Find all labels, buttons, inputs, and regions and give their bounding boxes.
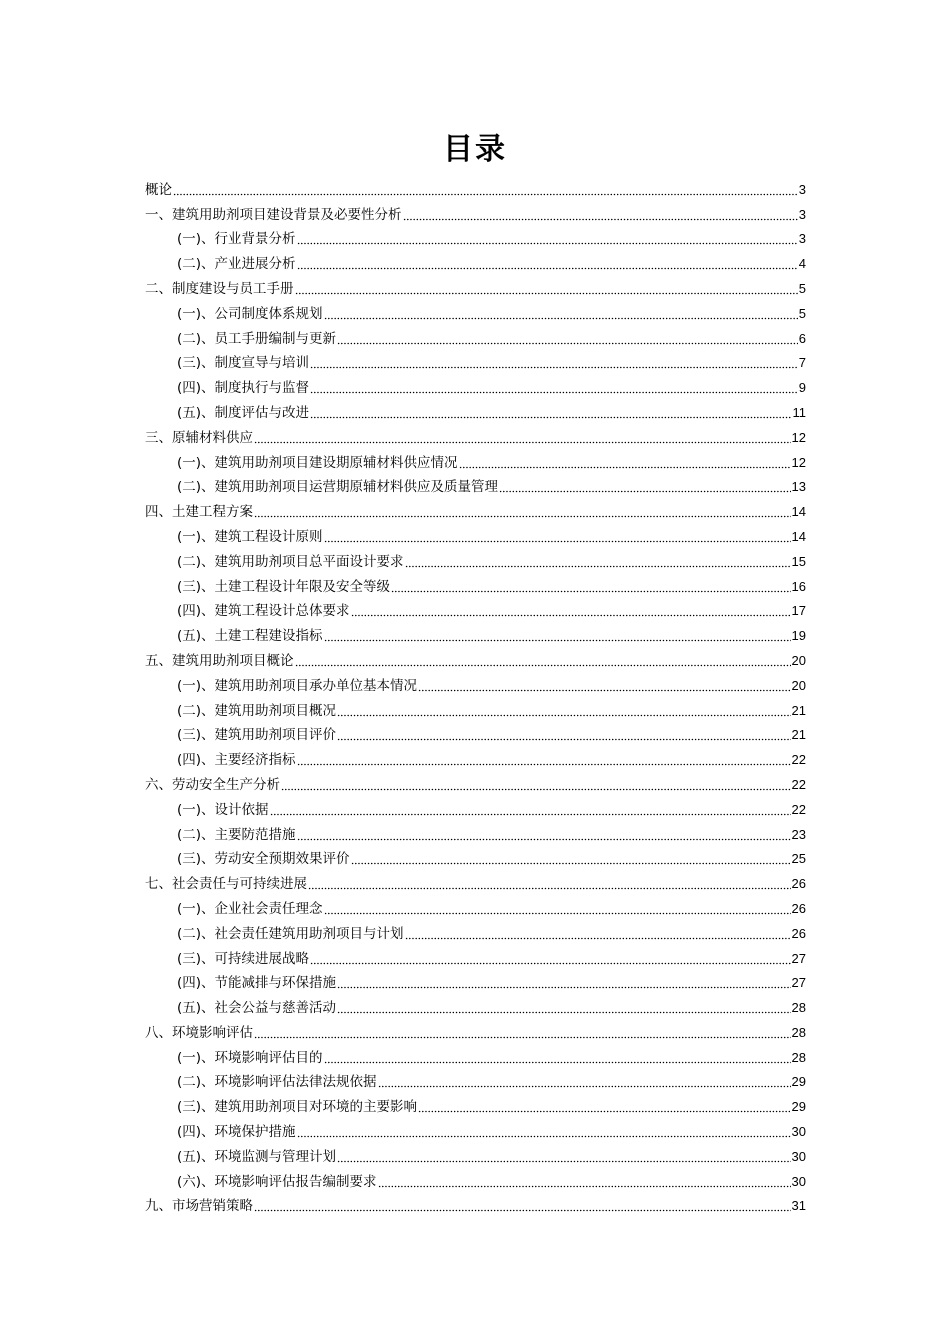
toc-entry[interactable]	[145, 1042, 806, 1067]
toc-entry-label: (二)、员工手册编制与更新	[177, 330, 337, 347]
toc-entry-page-number: 22	[791, 776, 806, 792]
toc-entry-label: (二)、产业进展分析	[177, 256, 296, 273]
toc-entry[interactable]	[145, 893, 806, 918]
toc-entry-page-number: 23	[791, 826, 806, 842]
toc-entry-label: (四)、环境保护措施	[177, 1124, 296, 1141]
toc-entry-page-number: 3	[798, 181, 806, 197]
toc-dot-leader	[337, 703, 790, 717]
toc-dot-leader	[418, 678, 790, 692]
toc-entry-page-number: 13	[791, 479, 806, 495]
toc-dot-leader	[310, 405, 791, 419]
toc-entry[interactable]	[145, 769, 806, 794]
toc-dot-leader	[173, 182, 798, 196]
toc-entry[interactable]	[145, 323, 806, 348]
toc-entry[interactable]	[145, 943, 806, 968]
toc-entry[interactable]	[145, 1191, 806, 1216]
toc-dot-leader	[270, 802, 791, 816]
toc-entry-page-number: 21	[791, 727, 806, 743]
toc-dot-leader	[337, 727, 790, 741]
toc-entry-page-number: 12	[791, 429, 806, 445]
toc-entry-label: (一)、建筑用助剂项目承办单位基本情况	[177, 677, 418, 694]
toc-entry-page-number: 15	[791, 553, 806, 569]
table-of-contents	[145, 174, 806, 1215]
toc-entry-page-number: 14	[791, 504, 806, 520]
toc-dot-leader	[297, 1124, 791, 1138]
toc-entry-page-number: 26	[791, 876, 806, 892]
page-title: 目录	[443, 132, 507, 167]
toc-entry-label: (二)、建筑用助剂项目概况	[177, 702, 337, 719]
toc-entry-page-number: 29	[791, 1099, 806, 1115]
toc-dot-leader	[297, 231, 798, 245]
toc-entry-label: (五)、环境监测与管理计划	[177, 1148, 337, 1165]
toc-dot-leader	[310, 951, 790, 965]
toc-entry-page-number: 27	[791, 975, 806, 991]
toc-entry[interactable]	[145, 1091, 806, 1116]
toc-entry-label: (六)、环境影响评估报告编制要求	[177, 1173, 377, 1190]
toc-entry[interactable]	[145, 447, 806, 472]
toc-entry-label: 五、建筑用助剂项目概论	[145, 652, 294, 669]
toc-dot-leader	[391, 579, 790, 593]
toc-entry-label: (二)、建筑用助剂项目运营期原辅材料供应及质量管理	[177, 479, 499, 496]
toc-dot-leader	[254, 1198, 791, 1212]
toc-entry-label: 一、建筑用助剂项目建设背景及必要性分析	[145, 206, 402, 223]
toc-entry-page-number: 3	[798, 206, 806, 222]
toc-entry-label: (五)、社会公益与慈善活动	[177, 1000, 337, 1017]
toc-dot-leader	[310, 380, 798, 394]
toc-entry-page-number: 30	[791, 1173, 806, 1189]
toc-entry[interactable]	[145, 521, 806, 546]
toc-entry-label: 八、环境影响评估	[145, 1024, 253, 1041]
toc-entry-page-number: 20	[791, 677, 806, 693]
toc-entry-label: (四)、制度执行与监督	[177, 380, 310, 397]
toc-entry-label: (五)、制度评估与改进	[177, 404, 310, 421]
toc-entry[interactable]	[145, 1166, 806, 1191]
toc-dot-leader	[297, 827, 791, 841]
toc-dot-leader	[254, 430, 791, 444]
toc-entry[interactable]	[145, 224, 806, 249]
toc-entry-page-number: 21	[791, 702, 806, 718]
toc-entry-label: (四)、节能减排与环保措施	[177, 975, 337, 992]
toc-entry-label: 六、劳动安全生产分析	[145, 776, 280, 793]
toc-entry-label: (四)、主要经济指标	[177, 752, 296, 769]
toc-dot-leader	[324, 1050, 791, 1064]
toc-dot-leader	[324, 901, 791, 915]
toc-entry-label: (二)、建筑用助剂项目总平面设计要求	[177, 553, 404, 570]
toc-entry-page-number: 25	[791, 851, 806, 867]
toc-entry-label: 二、制度建设与员工手册	[145, 280, 294, 297]
toc-entry-page-number: 14	[791, 528, 806, 544]
toc-entry-page-number: 16	[791, 578, 806, 594]
toc-entry[interactable]	[145, 1067, 806, 1092]
toc-entry[interactable]	[145, 918, 806, 943]
toc-entry[interactable]	[145, 794, 806, 819]
toc-entry-label: (一)、建筑用助剂项目建设期原辅材料供应情况	[177, 454, 458, 471]
toc-entry-page-number: 6	[798, 330, 806, 346]
toc-dot-leader	[297, 256, 798, 270]
toc-dot-leader	[405, 926, 791, 940]
toc-dot-leader	[405, 554, 791, 568]
toc-entry-page-number: 9	[798, 380, 806, 396]
toc-entry[interactable]	[145, 571, 806, 596]
toc-dot-leader	[403, 207, 798, 221]
toc-entry[interactable]	[145, 199, 806, 224]
toc-dot-leader	[254, 1025, 791, 1039]
toc-dot-leader	[378, 1174, 791, 1188]
toc-entry[interactable]	[145, 670, 806, 695]
toc-entry-label: (三)、可持续进展战略	[177, 950, 310, 967]
toc-entry-page-number: 31	[791, 1198, 806, 1214]
toc-dot-leader	[337, 331, 798, 345]
toc-entry[interactable]	[145, 1116, 806, 1141]
toc-dot-leader	[337, 1149, 790, 1163]
toc-entry-page-number: 22	[791, 801, 806, 817]
toc-dot-leader	[459, 455, 791, 469]
toc-dot-leader	[337, 1000, 790, 1014]
toc-entry-page-number: 27	[791, 950, 806, 966]
toc-entry-page-number: 26	[791, 925, 806, 941]
toc-entry[interactable]	[145, 620, 806, 645]
toc-dot-leader	[324, 306, 798, 320]
toc-entry[interactable]	[145, 496, 806, 521]
toc-dot-leader	[499, 479, 790, 493]
toc-entry[interactable]	[145, 372, 806, 397]
toc-dot-leader	[418, 1099, 790, 1113]
toc-dot-leader	[310, 355, 798, 369]
toc-dot-leader	[337, 975, 790, 989]
toc-entry-page-number: 7	[798, 355, 806, 371]
toc-entry[interactable]	[145, 695, 806, 720]
toc-entry-page-number: 17	[791, 603, 806, 619]
toc-entry-label: (二)、主要防范措施	[177, 826, 296, 843]
toc-entry-label: (五)、土建工程建设指标	[177, 628, 323, 645]
toc-entry-page-number: 20	[791, 652, 806, 668]
toc-entry[interactable]	[145, 968, 806, 993]
toc-entry-label: 三、原辅材料供应	[145, 429, 253, 446]
toc-entry[interactable]	[145, 744, 806, 769]
toc-entry-label: (二)、环境影响评估法律法规依据	[177, 1074, 377, 1091]
toc-entry-page-number: 3	[798, 231, 806, 247]
toc-dot-leader	[324, 628, 791, 642]
toc-entry-page-number: 5	[798, 280, 806, 296]
toc-entry[interactable]	[145, 1141, 806, 1166]
toc-entry-page-number: 28	[791, 1000, 806, 1016]
toc-entry[interactable]	[145, 819, 806, 844]
toc-entry[interactable]	[145, 596, 806, 621]
toc-entry-page-number: 12	[791, 454, 806, 470]
toc-entry-page-number: 26	[791, 900, 806, 916]
toc-entry-label: 四、土建工程方案	[145, 504, 253, 521]
toc-entry-page-number: 19	[791, 628, 806, 644]
toc-entry-label: (一)、行业背景分析	[177, 231, 296, 248]
toc-entry-label: (二)、社会责任建筑用助剂项目与计划	[177, 925, 404, 942]
toc-entry[interactable]	[145, 273, 806, 298]
toc-dot-leader	[351, 851, 791, 865]
toc-entry[interactable]	[145, 868, 806, 893]
toc-entry-page-number: 11	[792, 404, 806, 420]
toc-entry-label: 概论	[145, 181, 172, 198]
toc-entry-label: (三)、制度宣导与培训	[177, 355, 310, 372]
toc-entry[interactable]	[145, 174, 806, 199]
toc-entry-label: 七、社会责任与可持续进展	[145, 876, 307, 893]
toc-entry-page-number: 30	[791, 1148, 806, 1164]
toc-entry-label: (三)、土建工程设计年限及安全等级	[177, 578, 391, 595]
toc-entry[interactable]	[145, 546, 806, 571]
toc-entry-label: (一)、设计依据	[177, 801, 269, 818]
toc-entry[interactable]	[145, 1017, 806, 1042]
toc-dot-leader	[324, 529, 791, 543]
toc-entry[interactable]	[145, 248, 806, 273]
toc-entry-label: (一)、环境影响评估目的	[177, 1049, 323, 1066]
toc-entry-label: (三)、建筑用助剂项目评价	[177, 727, 337, 744]
toc-entry-page-number: 29	[791, 1074, 806, 1090]
toc-dot-leader	[295, 281, 798, 295]
toc-entry-label: (一)、企业社会责任理念	[177, 900, 323, 917]
toc-entry-label: 九、市场营销策略	[145, 1198, 253, 1215]
toc-entry-page-number: 22	[791, 752, 806, 768]
toc-dot-leader	[254, 504, 791, 518]
toc-entry[interactable]	[145, 397, 806, 422]
toc-entry-page-number: 5	[798, 305, 806, 321]
toc-entry[interactable]	[145, 348, 806, 373]
toc-dot-leader	[297, 752, 791, 766]
toc-entry-label: (一)、建筑工程设计原则	[177, 528, 323, 545]
toc-dot-leader	[281, 777, 791, 791]
toc-entry[interactable]	[145, 472, 806, 497]
toc-entry[interactable]	[145, 298, 806, 323]
toc-entry-label: (四)、建筑工程设计总体要求	[177, 603, 350, 620]
toc-entry-page-number: 4	[798, 256, 806, 272]
toc-entry-label: (三)、建筑用助剂项目对环境的主要影响	[177, 1099, 418, 1116]
toc-entry-label: (三)、劳动安全预期效果评价	[177, 851, 350, 868]
toc-dot-leader	[378, 1074, 791, 1088]
toc-entry-page-number: 28	[791, 1024, 806, 1040]
toc-entry-page-number: 30	[791, 1124, 806, 1140]
toc-entry[interactable]	[145, 720, 806, 745]
toc-entry[interactable]	[145, 645, 806, 670]
toc-dot-leader	[295, 653, 791, 667]
toc-entry[interactable]	[145, 844, 806, 869]
toc-entry[interactable]	[145, 422, 806, 447]
toc-entry-page-number: 28	[791, 1049, 806, 1065]
toc-entry[interactable]	[145, 992, 806, 1017]
toc-dot-leader	[351, 603, 791, 617]
toc-dot-leader	[308, 876, 791, 890]
toc-entry-label: (一)、公司制度体系规划	[177, 305, 323, 322]
